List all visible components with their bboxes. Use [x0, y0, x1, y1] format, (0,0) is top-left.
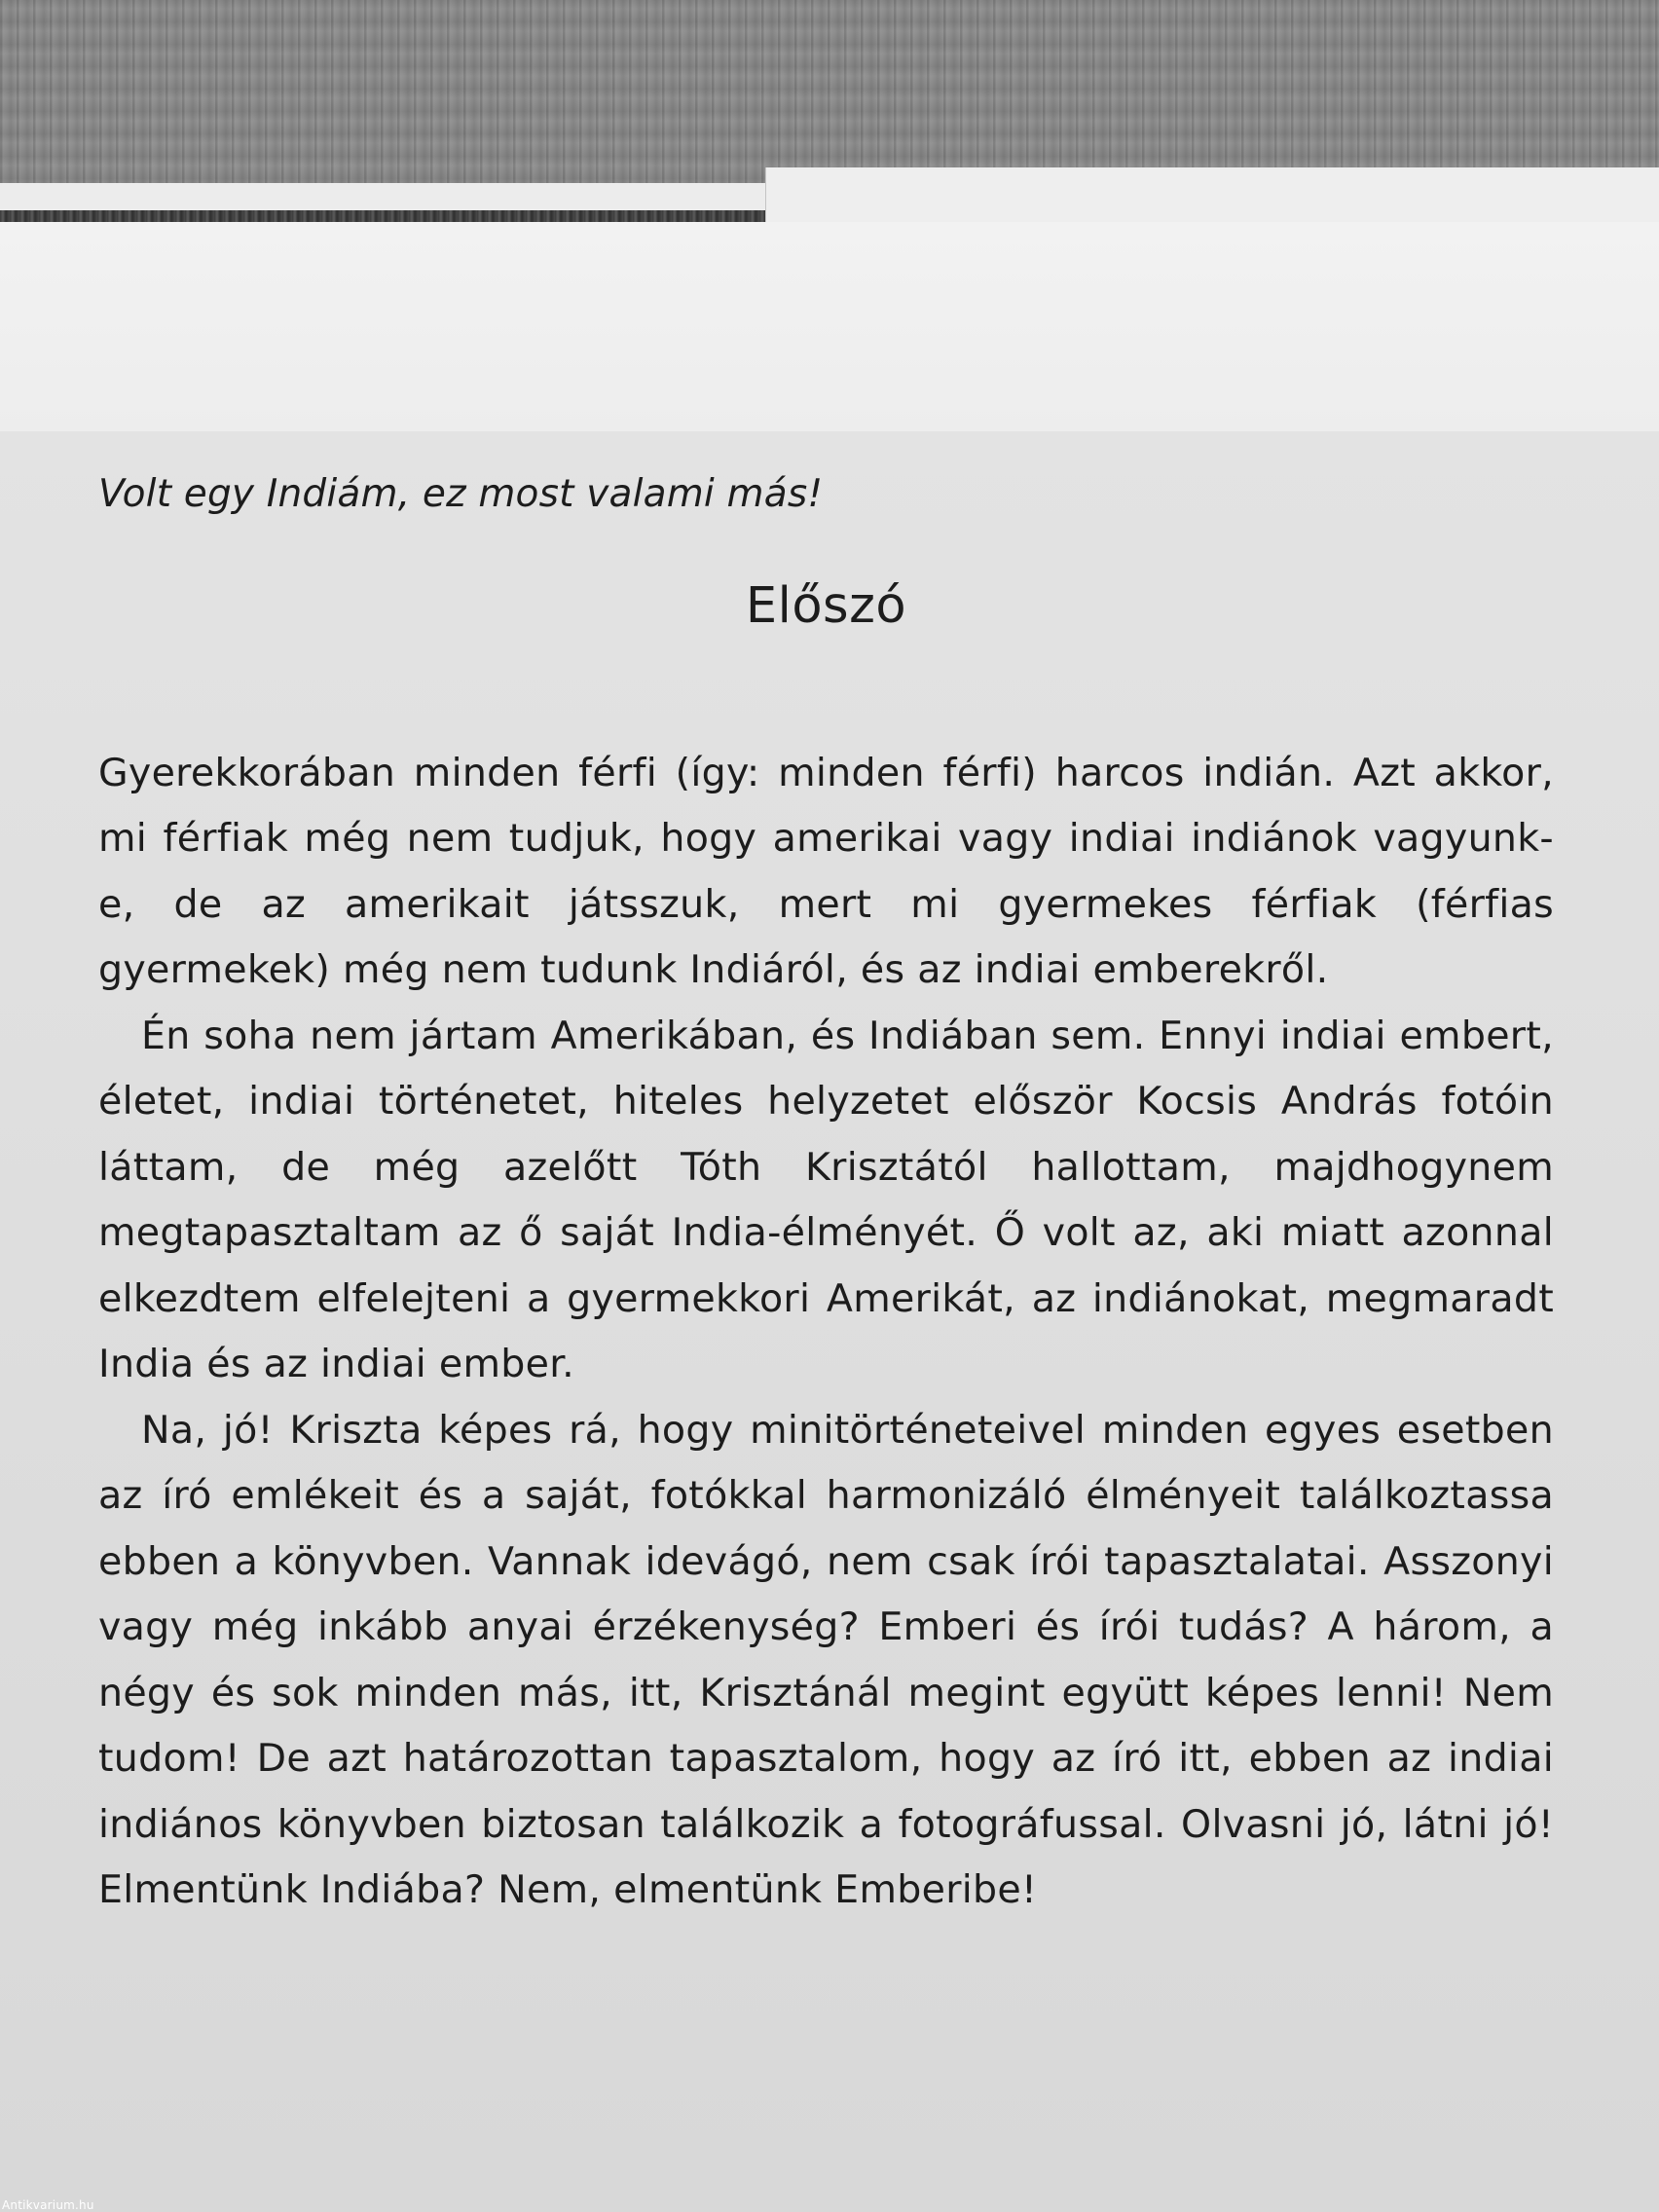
- epigraph: Volt egy Indiám, ez most valami más!: [98, 472, 824, 516]
- watermark: Antikvarium.hu: [2, 2198, 94, 2212]
- front-paper-sheet: [0, 222, 1659, 431]
- book-page: [0, 431, 1659, 2212]
- paragraph-1: Gyerekkorában minden férfi (így: minden férfi) harcos indián. Azt akkor, mi férfiak még nem tudjuk, hogy amerikai vagy indiai indiánok vagyunk-e, de az amerikait játsszuk, mert mi gyermekes férfiak (férfias gyermekek) még nem tudunk Indiáról, és az indiai emberekről.: [98, 750, 1554, 993]
- body-text: [98, 741, 1554, 1924]
- paragraph-3: Na, jó! Kriszta képes rá, hogy minitörténeteivel minden egyes esetben az író emlékeit és a saját, fotókkal harmonizáló élményeit találkoztassa ebben a könyvben. Vannak idevágó, nem csak írói tapasztalatai. Asszonyi vagy még inkább anyai érzékenység? Emberi és írói tudás? A három, a négy és sok minden más, itt, Krisztánál megint együtt képes lenni! Nem tudom! De azt határozottan tapasztalom, hogy az író itt, ebben az indiai indiános könyvben biztosan találkozik a fotográfussal. Olvasni jó, látni jó! Elmentünk Indiába? Nem, elmentünk Emberibe!: [98, 1407, 1554, 1913]
- page-title: Előszó: [745, 576, 907, 635]
- paragraph-2: Én soha nem jártam Amerikában, és Indiában sem. Ennyi indiai embert, életet, indiai történetet, hiteles helyzetet először Kocsis András fotóin láttam, de még azelőtt Tóth Krisztától hallottam, majdhogynem megtapasztaltam az ő saját India-élményét. Ő volt az, aki miatt azonnal elkezdtem elfelejteni a gyermekkori Amerikát, az indiánokat, megmaradt India és az indiai ember.: [98, 1013, 1554, 1387]
- back-sheet-edge: [0, 210, 769, 222]
- page-content: [98, 470, 1554, 1924]
